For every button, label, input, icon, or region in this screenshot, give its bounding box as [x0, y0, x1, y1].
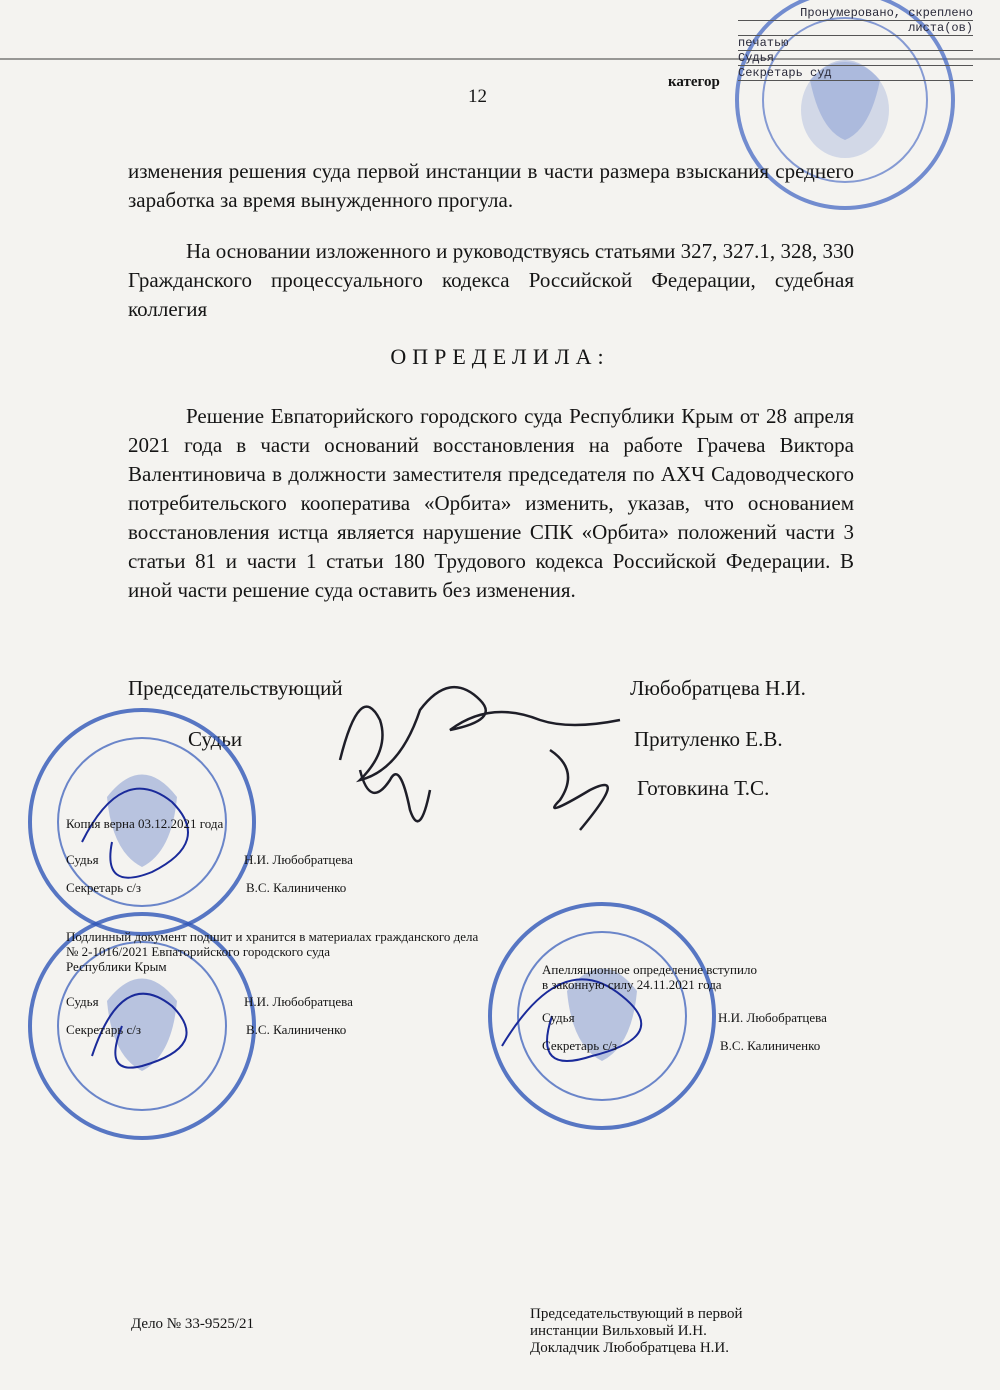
paragraph-3: Решение Евпаторийского городского суда Республики Крым от 28 апреля 2021 года в части оснований восстановления на работе Грачева Виктора Валентиновича в должности заместителя председателя по АХЧ Садоводческого потребительского кооператива «Орбита» изменить, указав, что основанием восстановления истца является нарушение СПК «Орбита» положений части 3 статьи 81 и части 1 статьи 180 Трудового кодекса Российской Федерации. В иной части решение суда оставить без изменения. [128, 404, 854, 602]
stamp-line-judge: Судья [738, 51, 973, 66]
seal-stamp-right-lower [482, 896, 722, 1136]
rapporteur: Докладчик Любобратцева Н.И. [530, 1340, 730, 1356]
appeal-secretary-name: В.С. Калиниченко [720, 1038, 821, 1053]
category-label: категор [668, 74, 720, 90]
first-instance-judge: Председательствующий в первой инстанции Вильховый И.Н. [530, 1306, 743, 1339]
original-secretary-label: Секретарь с/з [66, 1022, 141, 1037]
original-line-1: Подлинный документ подшит и хранится в материалах гражданского дела [66, 929, 479, 944]
sealing-stamp-text [738, 6, 973, 81]
presiding-name: Любобратцева Н.И. [630, 676, 806, 700]
appeal-line-1: Апелляционное определение вступило [542, 962, 757, 977]
appeal-judge-name: Н.И. Любобратцева [718, 1010, 827, 1025]
paragraph-1: изменения решения суда первой инстанции в части размера взыскания среднего заработка за время вынужденного прогула. [128, 159, 854, 212]
case-number: Дело № 33-9525/21 [131, 1316, 255, 1332]
stamp-line-numbered: Пронумеровано, скреплено [738, 6, 973, 21]
presiding-label: Председательствующий [128, 676, 343, 700]
stamp-line-seal: печатью [738, 36, 973, 51]
original-judge-label: Судья [66, 994, 99, 1009]
appeal-judge-label: Судья [542, 1010, 575, 1025]
page-number: 12 [468, 86, 487, 107]
ruling-heading: ОПРЕДЕЛИЛА: [390, 344, 610, 369]
original-line-3: Республики Крым [66, 959, 167, 974]
stamp-line-sheets: листа(ов) [738, 21, 973, 36]
signature-scribbles [320, 640, 680, 840]
judge-1-name: Притуленко Е.В. [634, 727, 783, 751]
copy-secretary-label: Секретарь с/з [66, 880, 141, 895]
copy-secretary-name: В.С. Калиниченко [246, 880, 347, 895]
original-line-2: № 2-1016/2021 Евпаторийского городского суда [66, 944, 331, 959]
copy-judge-label: Судья [66, 852, 99, 867]
appeal-line-2: в законную силу 24.11.2021 года [542, 977, 722, 992]
judges-label: Судьи [188, 727, 243, 751]
copy-certified-line: Копия верна 03.12.2021 года [66, 816, 224, 831]
judge-2-name: Готовкина Т.С. [637, 776, 770, 800]
paragraph-2: На основании изложенного и руководствуясь статьями 327, 327.1, 328, 330 Гражданского процессуального кодекса Российской Федерации, судебная коллегия [128, 239, 854, 321]
appeal-secretary-label: Секретарь с/з [542, 1038, 617, 1053]
copy-judge-name: Н.И. Любобратцева [244, 852, 353, 867]
original-judge-name: Н.И. Любобратцева [244, 994, 353, 1009]
original-secretary-name: В.С. Калиниченко [246, 1022, 347, 1037]
stamp-line-secretary: Секретарь суд [738, 66, 973, 81]
